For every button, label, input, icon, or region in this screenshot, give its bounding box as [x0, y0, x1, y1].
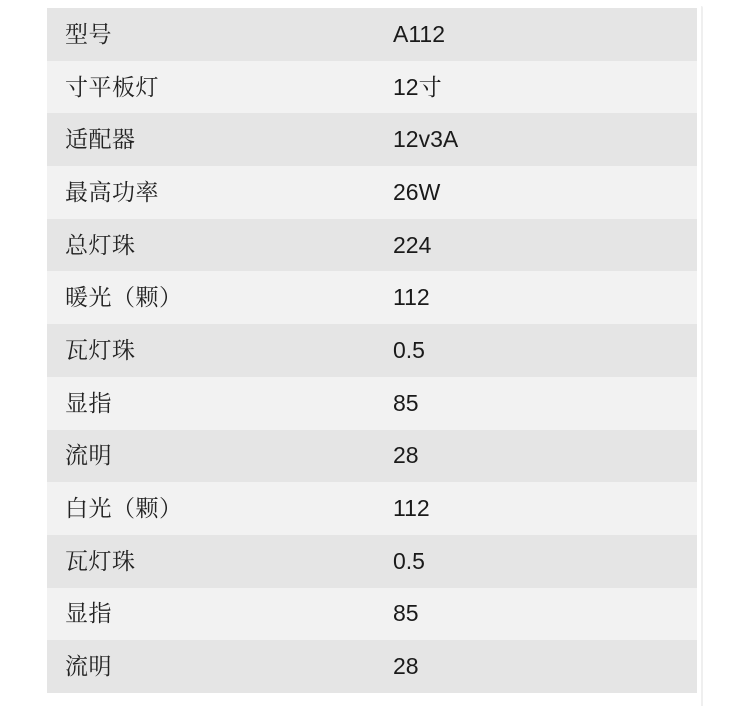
spec-label: 寸平板灯 — [65, 73, 159, 100]
table-row — [47, 482, 697, 535]
spec-value: 0.5 — [393, 547, 425, 574]
table-row — [47, 8, 697, 61]
spec-value: A112 — [393, 20, 446, 47]
spec-label: 型号 — [65, 20, 112, 47]
spec-label: 显指 — [65, 389, 112, 416]
spec-value: 112 — [393, 284, 430, 311]
spec-label: 流明 — [65, 442, 112, 469]
spec-value: 224 — [393, 231, 432, 258]
spec-label: 最高功率 — [65, 178, 159, 205]
spec-value: 28 — [393, 653, 419, 680]
card-border-line — [701, 6, 703, 706]
table-row — [47, 535, 697, 588]
table-row — [47, 430, 697, 483]
spec-value: 85 — [393, 600, 419, 627]
spec-label: 显指 — [65, 600, 112, 627]
table-row — [47, 113, 697, 166]
spec-value: 12v3A — [393, 126, 459, 153]
spec-label: 瓦灯珠 — [65, 547, 136, 574]
table-row — [47, 271, 697, 324]
table-row — [47, 61, 697, 114]
spec-value: 112 — [393, 495, 430, 522]
spec-value: 26W — [393, 178, 441, 205]
spec-label: 暖光（颗） — [65, 284, 183, 311]
spec-label: 总灯珠 — [65, 231, 136, 258]
spec-label: 适配器 — [65, 126, 136, 153]
table-row — [47, 640, 697, 693]
spec-value: 12寸 — [393, 73, 442, 100]
spec-label: 白光（颗） — [65, 495, 183, 522]
spec-label: 瓦灯珠 — [65, 336, 136, 363]
spec-value: 28 — [393, 442, 419, 469]
spec-table — [47, 8, 697, 693]
table-row — [47, 166, 697, 219]
spec-value: 85 — [393, 389, 419, 416]
spec-value: 0.5 — [393, 336, 425, 363]
table-row — [47, 219, 697, 272]
table-row — [47, 377, 697, 430]
table-row — [47, 324, 697, 377]
table-row — [47, 588, 697, 641]
spec-label: 流明 — [65, 653, 112, 680]
